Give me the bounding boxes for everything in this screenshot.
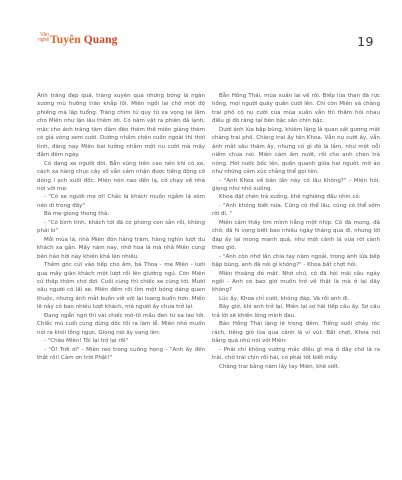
paragraph: - "Có xe người mẹ ơi! Chắc là khách muốn ngắm lá xôm nên dì trong đấy": [37, 194, 205, 209]
paragraph: Miên cảm thấy tim mình hẫng một nhịp. Cô đã mong, đã chờ, đã hi vọng biết bao nhiêu ngày tháng qua đi, nhưng lời đáp ấy lại mong manh quá, như một cánh lá vừa rời cành theo gió.: [212, 219, 380, 252]
paragraph: Thêm góc cửi vào tiếp cho ấm, bà Thoa - mẹ Miên - lưới qua mấy giàn khách một lượt rồi lên giường ngủ. Còn Miên cứ thấp thôm chờ đợi. Cuối cùng thì chiếc xe cũng tới. Mười xâu người cô lấì xe. Miên đếm rồi tìm một bóng dáng quen thuộc, nhưng ánh mắt buồn vời vời lại loang buồn hơn. Miền lẽ này có bao nhiêu lượt khách, mà người ấy chưa trở lại.: [37, 262, 205, 311]
paragraph: Khoa đặt chén trà xuống, khẽ nghiêng đầu nhìn cô:: [219, 194, 361, 201]
paragraph: - "Chào Miên! Tôi lại trở lại rồi": [44, 338, 129, 345]
paragraph: Chàng trai bằng năm lấy tay Miên, khẽ siết.: [219, 363, 340, 370]
magazine-logo: [38, 26, 118, 46]
logo-small-line-2: nghệ: [38, 37, 50, 43]
logo-main-word-2: Quang: [83, 34, 118, 46]
logo-main-text: [50, 34, 118, 46]
paragraph: Bẫn Hồng Thái, mùa xuân lại về rồi. Biếp lửa than đã rực hồng, mọi người quây quần cười lên. Chỉ còn Miên và chàng trai phố có nụ cười của mùa xuân vẫn thì thầm hỏi nhau điều gì đó răng tại bên bậc sân chín bậc.: [212, 93, 380, 125]
logo-main-word-1: Tuyên: [50, 34, 81, 46]
page-number: 19: [357, 34, 374, 49]
paragraph: - Phải chỉ không vướng mắc điều gì mà ở đây chờ lá ra trải, chờ trái chín rồi hái, có phải tốt biết mấy.: [212, 346, 380, 362]
paragraph: Bây giờ, khi anh trở lại, Miên lại sợ hãi tiếp câu ấy. Sợ câu trả lời sẽ khiến lòng mình đau.: [212, 304, 380, 319]
right-text-column: [212, 92, 380, 371]
paragraph: - "Ô! Trời ơi" - Miên reo trong cuống họng - "Anh ấy đến thật rồi! Cảm ơn trời Phật!": [37, 346, 205, 362]
page-header: [0, 0, 402, 49]
logo-small-line-1: Văn: [40, 32, 49, 38]
paragraph: Đang ngẩn ngơ thì vài chiếc mô-tô mầu đen từ xa lao tới. Chiếc mũ cuối cùng dừng dốc tối ra làm lễ. Miên nhỏ muốn nói ra khỏi lồng ngực. Giọng nói ấy vang lên:: [37, 312, 205, 336]
paragraph: Dưới ánh lửa bập bùng, khiêm lặng là quan sát gương mặt chàng trai phố. Chàng trai ấy tên Khoa. Vẫn nụ cười ấy, vẫn ánh mắt sâu thăm ấy, nhưng có gì đó là lắm, như một nỗi niềm chưa nói. Miên cảm ấm nướt, rồi cho anh chén trà nóng. Hơi nước bốc lên, quấn quanh giữa hai người, mờ ảo như những cảm xúc chẳng thể gọi tên.: [212, 126, 380, 176]
paragraph: Có đang xe người đời. Bẫn vũng trên cao nên khí có xe, cách xa hàng chục cây số vẫn cảm nhận được tiếng động cờ dòng l ạch xuối đốc. Miên nôn nao đến lạ, cô chạy về nhà nói với mẹ:: [37, 160, 205, 192]
paragraph: - "Anh Khoa về bản lần này có lâu không?" - Miên hỏi, giọng như nhỏ xuống.: [212, 177, 380, 192]
logo-small-text: [38, 33, 49, 43]
left-text-column: [37, 92, 205, 363]
paragraph: Ánh trăng đẹp quá, trăng xuyên qua những bóng lá ngàn xương mù hướng trăn khắp lối. Miên ngồi lại chờ một độ phiếng mà lập tuổng. Trăng chìm từ quy từ xa vọng lại lâm cho Miên như lặn lâu thêm lời. Có năm vật ra phiên đá lạnh, mặc cho ánh trăng tăm đằm đẽo thêm thế miên giảng thêm có giả vòng xem cười. Dường nhấm chên cuốn ngoài thì thời tình, đăng nay Miên bai tưởng nhắm một nu cười mà mấy đầm đêm ngày.: [37, 93, 205, 159]
paragraph: Mỗi mùa lá, nhà Miên đón hàng trăm, hàng nghìn lượt du khách xa gần. Mấy năm nay, nhờ hoa lá mà nhà Miên cũng bên hảo hời này khiến khá lên nhiều.: [37, 236, 205, 260]
paragraph: Bản Hồng Thái lặng lẽ trong đêm. Tiếng suối chảy róc rách, tiếng gió lùa qua cành lá vi vút. Bất chợt, Khoa nói bằng quá nhú nói với Miên:: [212, 321, 380, 345]
paragraph: - "Anh không biết nữa. Cũng có thể lâu, cũng có thể sớm rời đi. ": [212, 202, 380, 218]
paragraph: Lúc ấy, Khoa chỉ cười, không đáp. Và rồi anh đi.: [219, 295, 350, 302]
paragraph: - "Anh còn nhớ lần chia tay năm ngoái, trong ánh lửa bếp bập bùng, anh đã nói gì không?" - Khoa bất chợt hỏi.: [212, 253, 380, 269]
paragraph: Miên thoáng đỏ mặt. Nhớ chứ, cô đã hỏi mãi câu ngày ngồi - Anh có bao giờ muốn trở về thật là mà ở lại đây không?: [212, 270, 380, 294]
paragraph: Bà mẹ giọng thong thả:: [44, 211, 110, 218]
paragraph: - "Có bình tĩnh, khách tới đã có phòng con sẵn rồi, không phải lo": [37, 219, 205, 235]
